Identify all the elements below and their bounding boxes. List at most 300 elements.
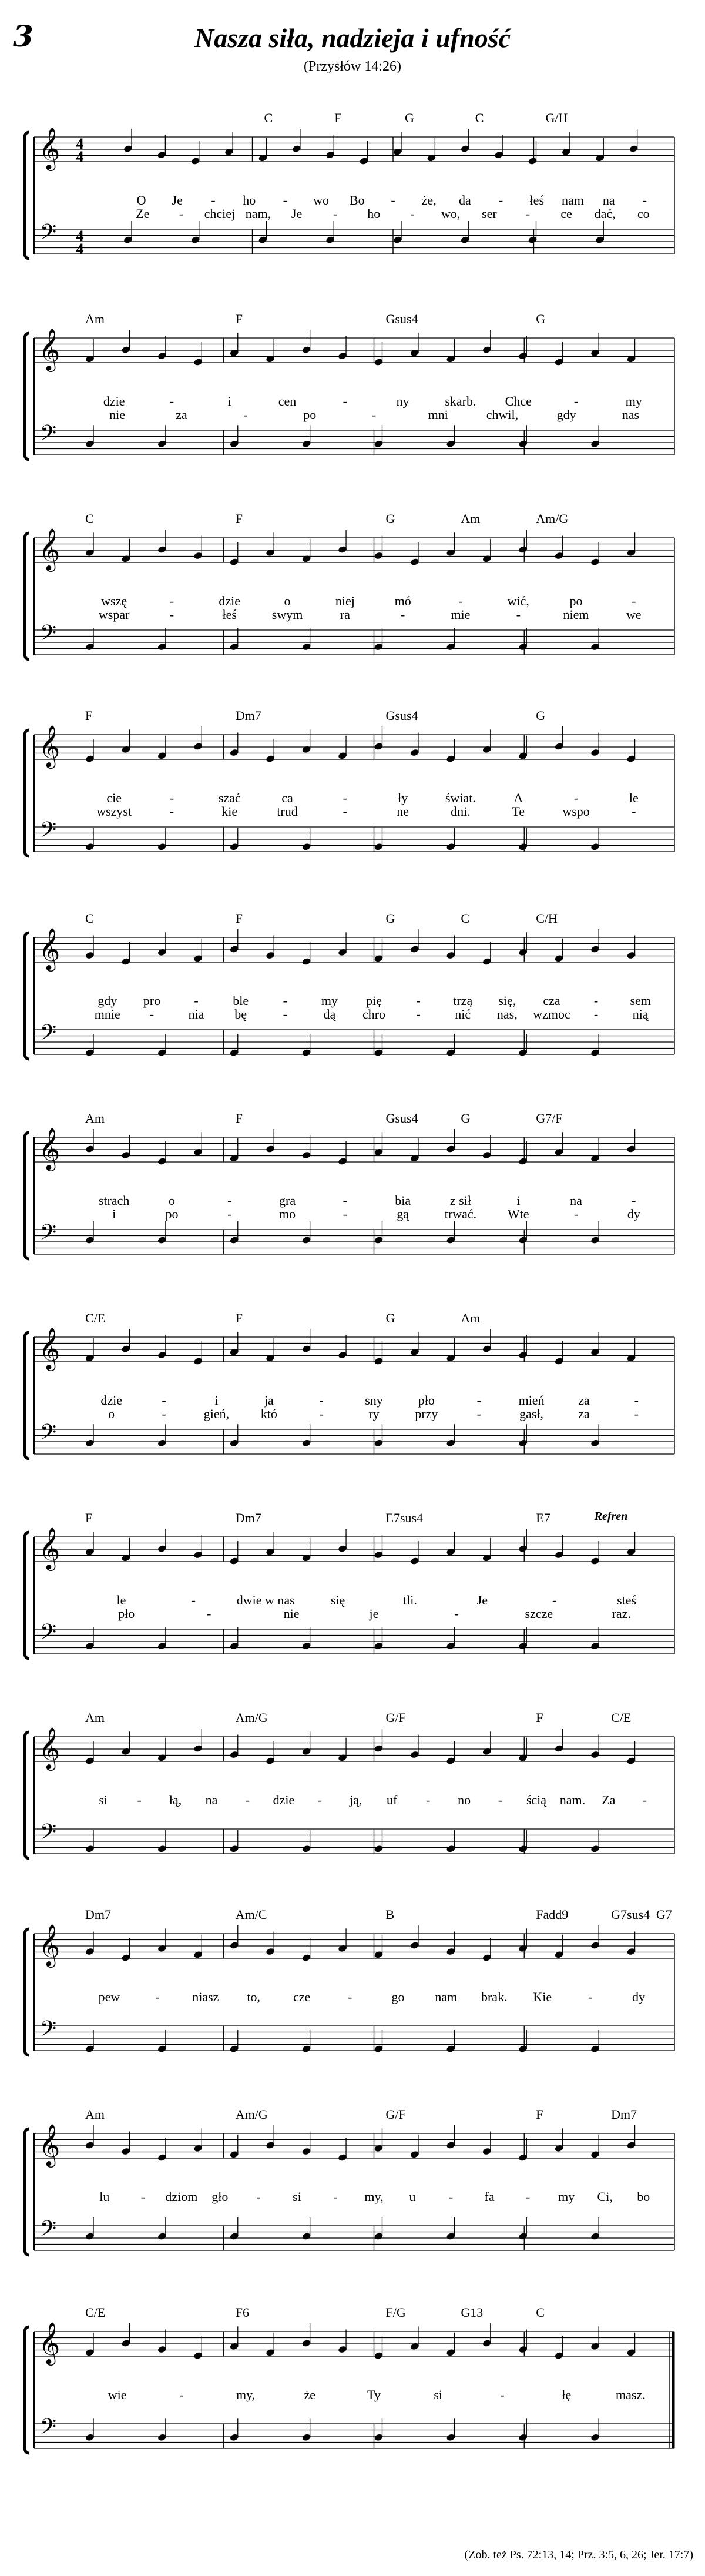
lyric-verse-2: po bbox=[303, 407, 317, 422]
lyric-verse-1: - bbox=[476, 1393, 481, 1408]
lyric-verse-1: wie bbox=[108, 2387, 127, 2402]
lyric-verse-2: ne bbox=[397, 804, 409, 819]
treble-clef-icon: 𝄞 bbox=[38, 129, 61, 169]
lyric-verse-2: ho bbox=[367, 206, 381, 221]
lyric-verse-1: le bbox=[629, 790, 639, 805]
lyric-verse-2: wszyst bbox=[96, 804, 132, 819]
chord-symbol: C bbox=[461, 911, 470, 926]
lyric-verse-1: - bbox=[498, 1793, 503, 1807]
lyric-verse-1: - bbox=[347, 1989, 352, 2004]
lyric-verse-1: trzą bbox=[453, 993, 473, 1008]
chord-symbol: F bbox=[536, 1710, 543, 1725]
lyric-verse-2: - bbox=[243, 407, 248, 422]
lyric-verse-2: za bbox=[176, 407, 187, 422]
lyric-verse-2: gą bbox=[397, 1207, 409, 1221]
lyric-verse-2: - bbox=[525, 206, 531, 221]
lyric-verse-2: - bbox=[343, 804, 348, 819]
chord-symbol: C bbox=[475, 110, 484, 125]
lyric-verse-2: - bbox=[206, 1606, 212, 1621]
chord-symbol: F6 bbox=[235, 2305, 249, 2320]
lyric-verse-1: le bbox=[116, 1593, 126, 1607]
lyric-verse-1: - bbox=[227, 1193, 232, 1208]
system-bracket bbox=[25, 1732, 29, 1858]
chord-symbol: C/E bbox=[611, 1710, 632, 1725]
lyric-verse-2: łeś bbox=[222, 607, 237, 622]
chord-symbol: G7sus4 bbox=[611, 1907, 650, 1922]
bass-clef-icon: 𝄢 bbox=[39, 621, 57, 650]
chord-symbol: Am bbox=[85, 1111, 105, 1125]
chord-symbol: F bbox=[235, 311, 243, 326]
lyric-verse-2: trud bbox=[277, 804, 298, 819]
chord-symbol: G bbox=[385, 511, 395, 526]
lyric-verse-1: uf bbox=[387, 1793, 398, 1807]
lyric-verse-2: gdy bbox=[556, 407, 576, 422]
lyric-verse-1: dzie bbox=[103, 394, 125, 408]
lyric-verse-1: ja bbox=[264, 1393, 274, 1408]
chord-symbol: G bbox=[385, 911, 395, 926]
chord-symbol: E7 bbox=[536, 1510, 550, 1525]
chord-symbol: Dm7 bbox=[235, 708, 261, 723]
lyric-verse-1: - bbox=[194, 993, 199, 1008]
lyric-verse-1: - bbox=[155, 1989, 160, 2004]
lyric-verse-1: bo bbox=[637, 2189, 650, 2204]
lyric-verse-1: - bbox=[588, 1989, 593, 2004]
lyric-verse-2: - bbox=[227, 1207, 232, 1221]
lyric-verse-1: - bbox=[140, 2189, 145, 2204]
lyric-verse-1: na bbox=[570, 1193, 582, 1208]
lyric-verse-2: - bbox=[573, 1207, 579, 1221]
chord-symbol: G7/F bbox=[536, 1111, 563, 1125]
lyric-verse-1: gło bbox=[212, 2189, 229, 2204]
lyric-verse-2: dą bbox=[323, 1007, 336, 1021]
lyric-verse-2: nas bbox=[622, 407, 640, 422]
lyric-verse-1: - bbox=[593, 993, 599, 1008]
chord-symbol: G/F bbox=[385, 1710, 406, 1725]
lyric-verse-2: dy bbox=[627, 1207, 640, 1221]
treble-clef-icon: 𝄞 bbox=[38, 2125, 61, 2165]
lyric-verse-1: pło bbox=[418, 1393, 435, 1408]
lyric-verse-1: masz. bbox=[616, 2387, 646, 2402]
lyric-verse-1: ca bbox=[281, 790, 293, 805]
chord-symbol: F bbox=[536, 2107, 543, 2122]
lyric-verse-1: ny bbox=[396, 394, 409, 408]
chord-symbol: Dm7 bbox=[85, 1907, 111, 1922]
lyric-verse-2: mni bbox=[428, 407, 448, 422]
lyric-verse-1: - bbox=[256, 2189, 261, 2204]
lyric-verse-1: cze bbox=[293, 1989, 311, 2004]
treble-clef-icon: 𝄞 bbox=[38, 929, 61, 969]
chord-symbol: Am/G bbox=[536, 511, 569, 526]
lyric-verse-1: da bbox=[459, 193, 471, 207]
chord-symbol: Am/G bbox=[235, 2107, 268, 2122]
lyric-verse-1: - bbox=[632, 1193, 636, 1208]
chord-symbol: Gsus4 bbox=[385, 311, 418, 326]
lyric-verse-1: i bbox=[516, 1193, 521, 1208]
lyric-verse-1: brak. bbox=[481, 1989, 508, 2004]
lyric-verse-1: - bbox=[498, 193, 503, 207]
lyric-verse-2: trwać. bbox=[444, 1207, 477, 1221]
chord-symbol: Am/C bbox=[235, 1907, 267, 1922]
lyric-verse-1: - bbox=[179, 2387, 184, 2402]
lyric-verse-2: - bbox=[454, 1606, 459, 1621]
chord-symbol: Gsus4 bbox=[385, 708, 418, 723]
lyric-verse-2: któ bbox=[260, 1406, 277, 1421]
lyric-verse-2: wspar bbox=[98, 607, 130, 622]
lyric-verse-1: no bbox=[458, 1793, 471, 1807]
lyric-verse-1: się, bbox=[498, 993, 516, 1008]
lyric-verse-1: - bbox=[333, 2189, 338, 2204]
lyric-verse-2: wspo bbox=[562, 804, 590, 819]
lyric-verse-2: wzmoc bbox=[533, 1007, 570, 1021]
bass-clef-icon: 𝄢 bbox=[39, 2017, 57, 2046]
lyric-verse-2: chciej bbox=[204, 206, 236, 221]
bass-clef-icon: 𝄢 bbox=[39, 1421, 57, 1449]
lyric-verse-1: wszę bbox=[101, 594, 127, 608]
lyric-verse-1: ścią bbox=[526, 1793, 547, 1807]
lyric-verse-1: sny bbox=[365, 1393, 383, 1408]
lyric-verse-2: - bbox=[593, 1007, 599, 1021]
lyric-verse-1: - bbox=[137, 1793, 142, 1807]
lyric-verse-1: pię bbox=[366, 993, 382, 1008]
chord-symbol: Am bbox=[85, 1710, 105, 1725]
lyric-verse-1: - bbox=[642, 193, 647, 207]
lyric-verse-1: lu bbox=[99, 2189, 110, 2204]
system-bracket bbox=[25, 1929, 29, 2055]
lyric-verse-1: - bbox=[458, 594, 463, 608]
lyric-verse-1: go bbox=[391, 1989, 405, 2004]
lyric-verse-2: nia bbox=[188, 1007, 204, 1021]
lyric-verse-2: po bbox=[165, 1207, 179, 1221]
chord-symbol: Am bbox=[461, 511, 481, 526]
lyric-verse-1: - bbox=[317, 1793, 323, 1807]
chord-symbol: F bbox=[235, 1311, 243, 1325]
system-bracket bbox=[25, 1332, 29, 1459]
lyric-verse-2: mie bbox=[451, 607, 471, 622]
chord-symbol: F bbox=[85, 1510, 93, 1525]
lyric-verse-1: ły bbox=[398, 790, 408, 805]
chord-symbol: F bbox=[235, 511, 243, 526]
system-bracket bbox=[25, 730, 29, 856]
bass-clef-icon: 𝄢 bbox=[39, 1820, 57, 1849]
lyric-verse-2: - bbox=[632, 804, 636, 819]
lyric-verse-2: - bbox=[416, 1007, 421, 1021]
chord-symbol: C bbox=[85, 511, 94, 526]
lyric-verse-1: Ty bbox=[367, 2387, 381, 2402]
chord-symbol: E7sus4 bbox=[385, 1510, 424, 1525]
lyric-verse-1: my, bbox=[364, 2189, 384, 2204]
lyric-verse-1: my bbox=[625, 394, 642, 408]
lyric-verse-1: steś bbox=[617, 1593, 637, 1607]
lyric-verse-2: - bbox=[400, 607, 405, 622]
lyric-verse-1: nam. bbox=[559, 1793, 586, 1807]
lyric-verse-2: mnie bbox=[94, 1007, 120, 1021]
lyric-verse-1: Kie bbox=[533, 1989, 552, 2004]
lyric-verse-2: we bbox=[626, 607, 642, 622]
treble-clef-icon: 𝄞 bbox=[38, 1329, 61, 1369]
lyric-verse-2: nić bbox=[455, 1007, 471, 1021]
treble-clef-icon: 𝄞 bbox=[38, 1529, 61, 1569]
lyric-verse-1: - bbox=[162, 1393, 166, 1408]
system-bracket bbox=[25, 2129, 29, 2255]
lyric-verse-1: cza bbox=[543, 993, 560, 1008]
chord-symbol: B bbox=[385, 1907, 395, 1922]
bass-clef-icon: 𝄢 bbox=[39, 220, 57, 249]
lyric-verse-1: si bbox=[293, 2189, 301, 2204]
lyric-verse-2: i bbox=[112, 1207, 116, 1221]
lyric-verse-1: cie bbox=[106, 790, 122, 805]
lyric-verse-2: gień, bbox=[203, 1406, 230, 1421]
lyric-verse-2: nam, bbox=[245, 206, 271, 221]
lyric-verse-1: wić, bbox=[507, 594, 529, 608]
lyric-verse-1: si bbox=[434, 2387, 443, 2402]
lyric-verse-2: - bbox=[516, 607, 521, 622]
lyric-verse-2: - bbox=[283, 1007, 287, 1021]
lyric-verse-2: co bbox=[637, 206, 650, 221]
lyric-verse-1: nam bbox=[562, 193, 584, 207]
chord-symbol: Am bbox=[85, 2107, 105, 2122]
lyric-verse-2: - bbox=[343, 1207, 348, 1221]
lyric-verse-1: łeś bbox=[529, 193, 545, 207]
lyric-verse-1: - bbox=[500, 2387, 505, 2402]
lyric-verse-1: ją, bbox=[350, 1793, 362, 1807]
lyric-verse-2: chro bbox=[362, 1007, 386, 1021]
lyric-verse-2: - bbox=[149, 1007, 155, 1021]
lyric-verse-1: - bbox=[573, 790, 579, 805]
lyric-verse-1: - bbox=[343, 394, 348, 408]
chord-symbol: F bbox=[85, 708, 93, 723]
lyric-verse-1: cen bbox=[278, 394, 297, 408]
bass-clef-icon: 𝄢 bbox=[39, 421, 57, 450]
lyric-verse-1: że, bbox=[421, 193, 437, 207]
chord-symbol: G bbox=[536, 311, 546, 326]
lyric-verse-1: strach bbox=[98, 1193, 130, 1208]
lyric-verse-2: bę bbox=[234, 1007, 247, 1021]
lyric-verse-1: - bbox=[169, 594, 174, 608]
lyric-verse-1: tli. bbox=[403, 1593, 417, 1607]
lyric-verse-2: ser bbox=[482, 206, 497, 221]
chord-symbol: G/H bbox=[545, 110, 568, 125]
lyric-verse-1: łą, bbox=[169, 1793, 182, 1807]
chord-symbol: Am bbox=[85, 311, 105, 326]
chord-symbol: F/G bbox=[385, 2305, 406, 2320]
lyric-verse-1: to, bbox=[247, 1989, 261, 2004]
system-bracket bbox=[25, 533, 29, 659]
lyric-verse-2: - bbox=[169, 607, 174, 622]
chord-symbol: C bbox=[85, 911, 94, 926]
lyric-verse-2: szcze bbox=[525, 1606, 553, 1621]
chord-symbol: C/H bbox=[536, 911, 558, 926]
lyric-verse-2: - bbox=[169, 804, 174, 819]
lyric-verse-1: Je bbox=[172, 193, 183, 207]
lyric-verse-1: sem bbox=[630, 993, 651, 1008]
lyric-verse-1: - bbox=[634, 1393, 639, 1408]
chord-symbol: C bbox=[536, 2305, 545, 2320]
lyric-verse-1: dy bbox=[632, 1989, 646, 2004]
lyric-verse-1: i bbox=[227, 394, 231, 408]
chord-symbol: Dm7 bbox=[611, 2107, 637, 2122]
lyric-verse-1: Za bbox=[602, 1793, 616, 1807]
lyric-verse-1: - bbox=[425, 1793, 431, 1807]
chord-symbol: C bbox=[264, 110, 273, 125]
lyric-verse-2: swym bbox=[271, 607, 303, 622]
system-bracket bbox=[25, 132, 29, 259]
lyric-verse-1: pro bbox=[143, 993, 161, 1008]
lyric-verse-2: - bbox=[476, 1406, 481, 1421]
lyric-verse-2: dać, bbox=[594, 206, 616, 221]
lyric-verse-2: - bbox=[371, 407, 377, 422]
lyric-verse-1: - bbox=[283, 993, 287, 1008]
lyric-verse-2: - bbox=[634, 1406, 639, 1421]
song-title: Nasza siła, nadzieja i ufność bbox=[194, 23, 511, 53]
chord-symbol: C/E bbox=[85, 2305, 106, 2320]
treble-clef-icon: 𝄞 bbox=[38, 1925, 61, 1965]
lyric-verse-2: - bbox=[179, 206, 184, 221]
lyric-verse-1: na bbox=[205, 1793, 218, 1807]
lyric-verse-1: - bbox=[525, 2189, 531, 2204]
lyric-verse-2: - bbox=[319, 1406, 324, 1421]
lyric-verse-2: ry bbox=[368, 1406, 380, 1421]
bass-clef-icon: 𝄢 bbox=[39, 1620, 57, 1649]
lyric-verse-1: o bbox=[284, 594, 291, 608]
footnote: (Zob. też Ps. 72:13, 14; Prz. 3:5, 6, 26; Jer. 17:7) bbox=[464, 2548, 693, 2561]
lyric-verse-1: łę bbox=[562, 2387, 572, 2402]
treble-clef-icon: 𝄞 bbox=[38, 1729, 61, 1768]
lyric-verse-1: - bbox=[343, 790, 348, 805]
treble-clef-icon: 𝄞 bbox=[38, 726, 61, 766]
lyric-verse-1: my, bbox=[236, 2387, 256, 2402]
lyric-verse-1: - bbox=[573, 394, 579, 408]
chord-symbol: Fadd9 bbox=[536, 1907, 569, 1922]
lyric-verse-1: O bbox=[136, 193, 146, 207]
lyric-verse-2: za bbox=[578, 1406, 590, 1421]
lyric-verse-2: nas, bbox=[496, 1007, 518, 1021]
lyric-verse-1: że bbox=[304, 2387, 316, 2402]
lyric-verse-1: bia bbox=[395, 1193, 411, 1208]
lyric-verse-2: dni. bbox=[451, 804, 471, 819]
lyric-verse-1: dwie w nas bbox=[236, 1593, 295, 1607]
system-bracket bbox=[25, 933, 29, 1059]
lyric-verse-1: - bbox=[391, 193, 395, 207]
lyric-verse-1: z sił bbox=[449, 1193, 471, 1208]
lyric-verse-2: Je bbox=[291, 206, 303, 221]
bass-clef-icon: 𝄢 bbox=[39, 1021, 57, 1050]
system-bracket bbox=[25, 2327, 29, 2453]
lyric-verse-2: Te bbox=[512, 804, 525, 819]
lyric-verse-1: - bbox=[245, 1793, 250, 1807]
lyric-verse-2: o bbox=[108, 1406, 115, 1421]
lyric-verse-1: szać bbox=[218, 790, 241, 805]
lyric-verse-1: u bbox=[409, 2189, 416, 2204]
lyric-verse-2: Wte bbox=[507, 1207, 529, 1221]
bass-clef-icon: 𝄢 bbox=[39, 1221, 57, 1250]
lyric-verse-1: - bbox=[448, 2189, 454, 2204]
lyric-verse-1: gra bbox=[279, 1193, 296, 1208]
lyric-verse-1: - bbox=[211, 193, 216, 207]
lyric-verse-2: je bbox=[369, 1606, 379, 1621]
time-signature-bottom: 4 bbox=[76, 240, 84, 257]
chord-symbol: Dm7 bbox=[235, 1510, 261, 1525]
song-subtitle: (Przysłów 14:26) bbox=[304, 59, 401, 74]
lyric-verse-2: kie bbox=[221, 804, 238, 819]
refrain-label: Refren bbox=[594, 1510, 628, 1523]
lyric-verse-1: - bbox=[343, 1193, 348, 1208]
bass-clef-icon: 𝄢 bbox=[39, 2217, 57, 2246]
lyric-verse-1: - bbox=[632, 594, 636, 608]
song-number: 3 bbox=[13, 19, 33, 53]
chord-symbol: F bbox=[334, 110, 342, 125]
lyric-verse-1: my bbox=[321, 993, 338, 1008]
lyric-verse-1: Je bbox=[476, 1593, 488, 1607]
chord-symbol: G bbox=[536, 708, 546, 723]
treble-clef-icon: 𝄞 bbox=[38, 530, 61, 570]
lyric-verse-1: si bbox=[99, 1793, 108, 1807]
lyric-verse-1: wo bbox=[313, 193, 330, 207]
lyric-verse-1: - bbox=[319, 1393, 324, 1408]
chord-symbol: Am bbox=[461, 1311, 481, 1325]
lyric-verse-2: - bbox=[162, 1406, 166, 1421]
lyric-verse-1: Ci, bbox=[597, 2189, 613, 2204]
chord-symbol: F bbox=[235, 911, 243, 926]
lyric-verse-1: na bbox=[602, 193, 615, 207]
lyric-verse-1: po bbox=[569, 594, 583, 608]
lyric-verse-2: przy bbox=[415, 1406, 438, 1421]
chord-symbol: Gsus4 bbox=[385, 1111, 418, 1125]
lyric-verse-1: świat. bbox=[445, 790, 476, 805]
lyric-verse-1: dzie bbox=[100, 1393, 123, 1408]
chord-symbol: Am/G bbox=[235, 1710, 268, 1725]
lyric-verse-1: pew bbox=[98, 1989, 120, 2004]
lyric-verse-2: raz. bbox=[612, 1606, 631, 1621]
chord-symbol: G bbox=[461, 1111, 471, 1125]
bass-clef-icon: 𝄢 bbox=[39, 818, 57, 847]
time-signature-bottom: 4 bbox=[76, 148, 84, 165]
lyric-verse-1: Chce bbox=[505, 394, 532, 408]
lyric-verse-2: mo bbox=[278, 1207, 296, 1221]
lyric-verse-1: Bo bbox=[349, 193, 365, 207]
lyric-verse-1: się bbox=[330, 1593, 345, 1607]
lyric-verse-2: Ze bbox=[136, 206, 150, 221]
lyric-verse-1: - bbox=[642, 1793, 647, 1807]
lyric-verse-2: - bbox=[410, 206, 415, 221]
lyric-verse-2: niem bbox=[563, 607, 589, 622]
lyric-verse-2: gasł, bbox=[519, 1406, 544, 1421]
lyric-verse-1: my bbox=[558, 2189, 575, 2204]
lyric-verse-1: ble bbox=[233, 993, 249, 1008]
system-bracket bbox=[25, 333, 29, 460]
chord-symbol: G/F bbox=[385, 2107, 406, 2122]
bass-clef-icon: 𝄢 bbox=[39, 2415, 57, 2444]
time-signature-top: 4 bbox=[76, 227, 84, 244]
lyric-verse-1: niasz bbox=[192, 1989, 219, 2004]
lyric-verse-1: dzie bbox=[273, 1793, 295, 1807]
lyric-verse-1: ho bbox=[243, 193, 256, 207]
lyric-verse-1: gdy bbox=[98, 993, 118, 1008]
lyric-verse-1: dziom bbox=[165, 2189, 198, 2204]
system-bracket bbox=[25, 1133, 29, 1259]
lyric-verse-2: nie bbox=[283, 1606, 300, 1621]
lyric-verse-2: - bbox=[333, 206, 338, 221]
treble-clef-icon: 𝄞 bbox=[38, 1129, 61, 1169]
lyric-verse-2: pło bbox=[118, 1606, 135, 1621]
chord-symbol: G13 bbox=[461, 2305, 484, 2320]
lyric-verse-2: chwil, bbox=[486, 407, 519, 422]
lyric-verse-1: fa bbox=[484, 2189, 495, 2204]
lyric-verse-1: mó bbox=[394, 594, 411, 608]
lyric-verse-2: nie bbox=[109, 407, 126, 422]
chord-symbol: G bbox=[405, 110, 414, 125]
lyric-verse-2: ce bbox=[560, 206, 572, 221]
chord-symbol: C/E bbox=[85, 1311, 106, 1325]
